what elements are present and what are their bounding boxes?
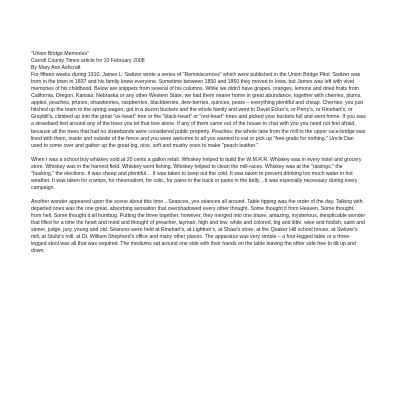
article-source-line: Carroll County Times article for 10 February 2008 bbox=[31, 58, 145, 65]
article-title: "Union Bridge Memories" bbox=[31, 51, 89, 57]
body-paragraph-2: When I was a school boy whiskey sold at 20 cents a gallon retail. Whiskey helped to build the W.M.R.R. Whiskey was in every hotel and grocery store. Whiskey was in the harvest field. Whiskey went fishing. Whiskey helped to clean the mill-races. Whiskey was at the "raisings," the "husking," the elections. It was cheap and plentiful… It was taken to keep out the cold. It was taken to prevent drinking too much water in hot weather. It was taken for cramps, for rheumatism, for colic, for pains in the back or pains in the belly…It was especially necessary during every campaign. bbox=[31, 156, 362, 191]
paragraph-spacer bbox=[31, 150, 366, 157]
body-paragraph-1: For fifteen weeks during 1910, James L. Switzer wrote a series of "Reminiscences" which were published in the Union Bridge Pilot. Switzer was born in the town in 1837 and his family knew everyone. Sometime between 1850 and 1860 they moved to Iowa, but James was left with vivid memories of his childhood. Below are snippets from several of his columns. While we didn't have grapes, oranges, lemons and dried fruits from California, Oregon, Kansas, Nebraska or any other Western State, we had them nearer home in great abundance, together with cherries, plums, apples, peaches, prunes, strawberries, raspberries, blackberries, dew-berries, quinces, pears – everything plentiful and cheap. Cherries: you just hitched up the team to the spring wagon, got in a dozen buckets and the whole family and went to David Ecker's, or Perry's, or Rinehart's, or Graybill's, climbed up into the great "ox-heart" tree or the "black-heart" or "red-heart" trees and picked your buckets full and went home. If you saw a strawbard tied around any of the trees you let that tree alone. If any of them came out of the house to chat with you you need not feel afraid, because all the trees that had no strawbands were considered public property. Peaches: the whole lane from the mill to the upper race-bridge was lined with them, inside and outside of the fence and you were welcome to all you wanted to eat or pick up "free-gratis for nothing." Uncle Dan used to come over and gather up the great big, nice, soft and mushy ones to make "peach leather." bbox=[31, 72, 366, 149]
paragraph-spacer bbox=[31, 192, 366, 199]
article-byline: By Mary Ann Ashcraft bbox=[31, 65, 81, 72]
body-paragraph-3: Another wonder appeared upon the scene about this time…Seances, yes séances all around. Table tipping was the order of the day. Talking with departed ones was the one great, absorbing sensation that overshadowed every other thought. Some thought it from Heaven. Some thought, from hell. Some thought it all humbug. Putting the three together, however, they merged into one triune, amazing, mysterious, inexplicable wonder that filled for a time the heart and mind and thought of preacher, layman, high and low, white and colored, big and little, wise and foolish, saint and sinner, judge, jury, young and old. Séances were held at Rinehart's, at Lightner's, at Shaw's store, at the Quaker Hill school house, at Switzer's mill, at Stultz's mill, at Dr. William Shepherd's office and many other places. The apparatus was very simple – a four-legged table or a three-legged stool was all that was required. The mediums sat around one side with their hands on the table leaving the other side free to tilt up and down. bbox=[31, 198, 366, 255]
article-header bbox=[31, 51, 366, 72]
